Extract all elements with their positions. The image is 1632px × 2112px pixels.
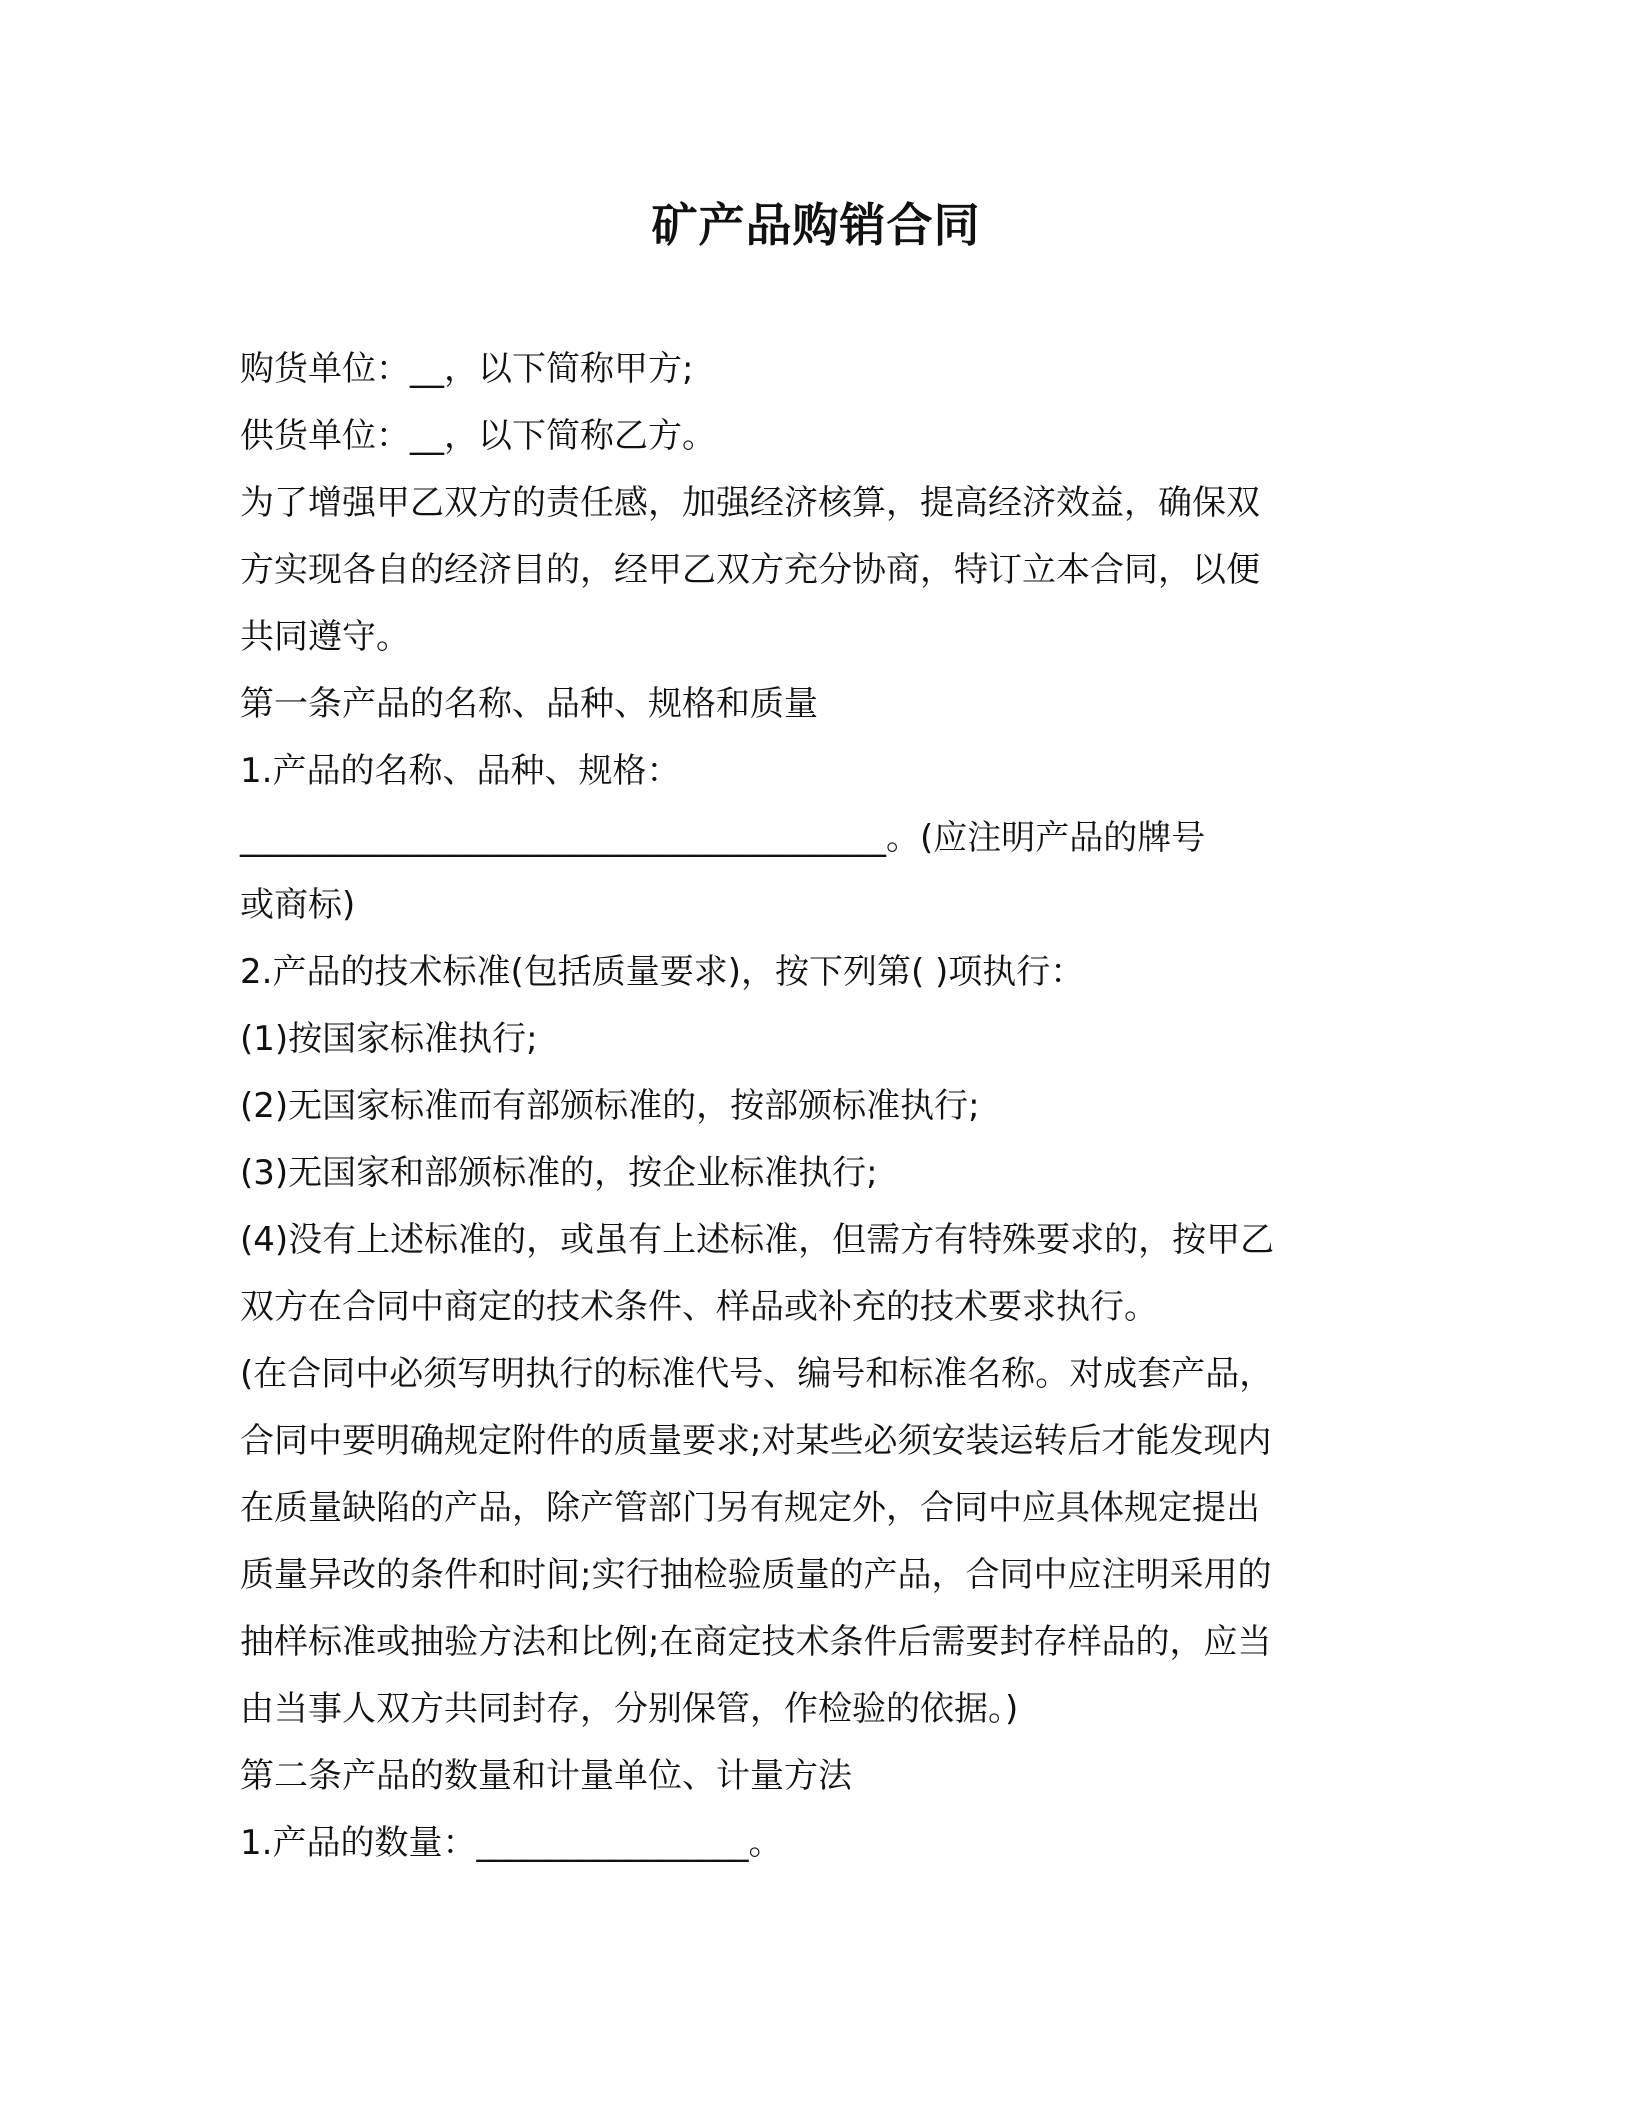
clause-line: 1.产品的名称、品种、规格：	[240, 751, 681, 791]
note-line: 由当事人双方共同封存，分别保管，作检验的依据。)	[240, 1689, 1019, 1729]
document-title: 矿产品购销合同	[651, 198, 981, 252]
blank-fill-line: ______________________________________。(应注明产品的牌号	[240, 818, 1206, 858]
buyer-line: 购货单位：__，以下简称甲方;	[240, 349, 694, 389]
note-line: 在质量缺陷的产品，除产管部门另有规定外，合同中应具体规定提出	[240, 1488, 1260, 1528]
note-line: 抽样标准或抽验方法和比例;在商定技术条件后需要封存样品的，应当	[240, 1622, 1272, 1662]
article-heading: 第一条产品的名称、品种、规格和质量	[240, 684, 818, 724]
note-line: (在合同中必须写明执行的标准代号、编号和标准名称。对成套产品，	[240, 1354, 1274, 1394]
option-line: (4)没有上述标准的，或虽有上述标准，但需方有特殊要求的，按甲乙	[240, 1220, 1275, 1260]
option-line: (3)无国家和部颁标准的，按企业标准执行;	[240, 1153, 878, 1193]
supplier-line: 供货单位：__，以下简称乙方。	[240, 416, 716, 456]
document-body	[240, 336, 1390, 1877]
preamble-line: 为了增强甲乙双方的责任感，加强经济核算，提高经济效益，确保双	[240, 483, 1260, 523]
preamble-line: 共同遵守。	[240, 617, 410, 657]
note-line: 合同中要明确规定附件的质量要求;对某些必须安装运转后才能发现内	[240, 1421, 1272, 1461]
preamble-line: 方实现各自的经济目的，经甲乙双方充分协商，特订立本合同，以便	[240, 550, 1260, 590]
clause-line: 1.产品的数量：________________。	[240, 1823, 783, 1863]
option-line: 双方在合同中商定的技术条件、样品或补充的技术要求执行。	[240, 1287, 1158, 1327]
option-line: (2)无国家标准而有部颁标准的，按部颁标准执行;	[240, 1086, 980, 1126]
clause-line: 2.产品的技术标准(包括质量要求)，按下列第( )项执行：	[240, 952, 1085, 992]
option-line: (1)按国家标准执行;	[240, 1019, 538, 1059]
article-heading: 第二条产品的数量和计量单位、计量方法	[240, 1756, 852, 1796]
clause-line: 或商标)	[240, 885, 356, 925]
note-line: 质量异改的条件和时间;实行抽检验质量的产品，合同中应注明采用的	[240, 1555, 1272, 1595]
